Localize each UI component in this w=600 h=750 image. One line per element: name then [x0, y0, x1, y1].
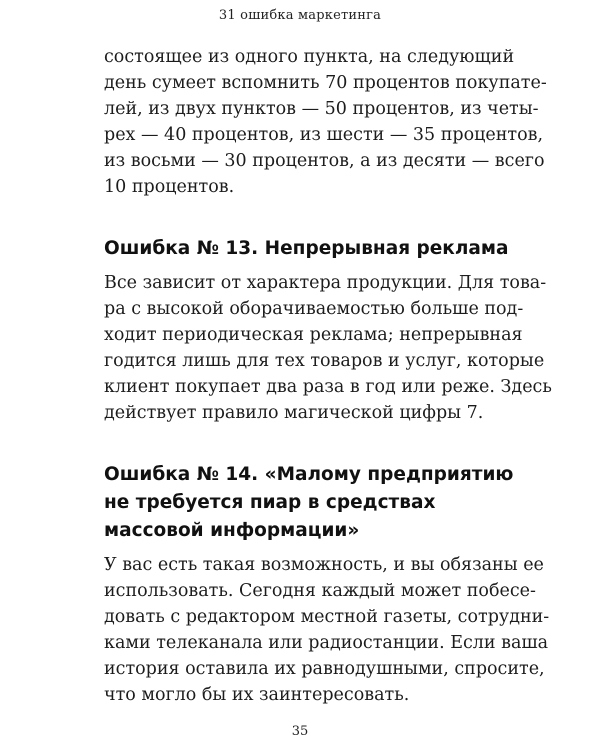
text-line: история оставила их равнодушными, спросите, — [104, 659, 545, 679]
text-line: ками телеканала или радиостанции. Если ваша — [104, 633, 549, 653]
text-line: лей, из двух пунктов — 50 процентов, из четы- — [104, 99, 539, 119]
heading-line: не требуется пиар в средствах — [104, 492, 436, 513]
text-line: рех — 40 процентов, из шести — 35 процентов, — [104, 125, 544, 145]
heading-line: массовой информации» — [104, 520, 360, 541]
text-line: ра с высокой оборачиваемостью больше под- — [104, 299, 524, 319]
text-line: У вас есть такая возможность, и вы обязаны ее — [104, 555, 544, 575]
heading-line: Ошибка № 14. «Малому предприятию — [104, 464, 514, 485]
text-line: из восьми — 30 процентов, а из десяти — всего — [104, 151, 545, 171]
text-line: состоящее из одного пункта, на следующий — [104, 47, 515, 67]
text-line: клиент покупает два раза в год или реже. Здесь — [104, 377, 552, 397]
text-line: Все зависит от характера продукции. Для това- — [104, 273, 547, 293]
text-line: использовать. Сегодня каждый может побесе- — [104, 581, 536, 601]
page-number: 35 — [291, 724, 309, 739]
text-line: 10 процентов. — [104, 177, 235, 197]
text-line: довать с редактором местной газеты, сотрудни- — [104, 607, 550, 627]
running-head: 31 ошибка маркетинга — [218, 8, 382, 23]
text-line: что могло бы их заинтересовать. — [104, 685, 410, 705]
section-13-heading: Ошибка № 13. Непрерывная реклама — [104, 238, 509, 259]
text-line: день сумеет вспомнить 70 процентов покупате- — [104, 73, 547, 93]
text-line: годится лишь для тех товаров и услуг, которые — [104, 351, 545, 371]
text-line: ходит периодическая реклама; непрерывная — [104, 325, 523, 345]
text-line: действует правило магической цифры 7. — [104, 403, 484, 423]
